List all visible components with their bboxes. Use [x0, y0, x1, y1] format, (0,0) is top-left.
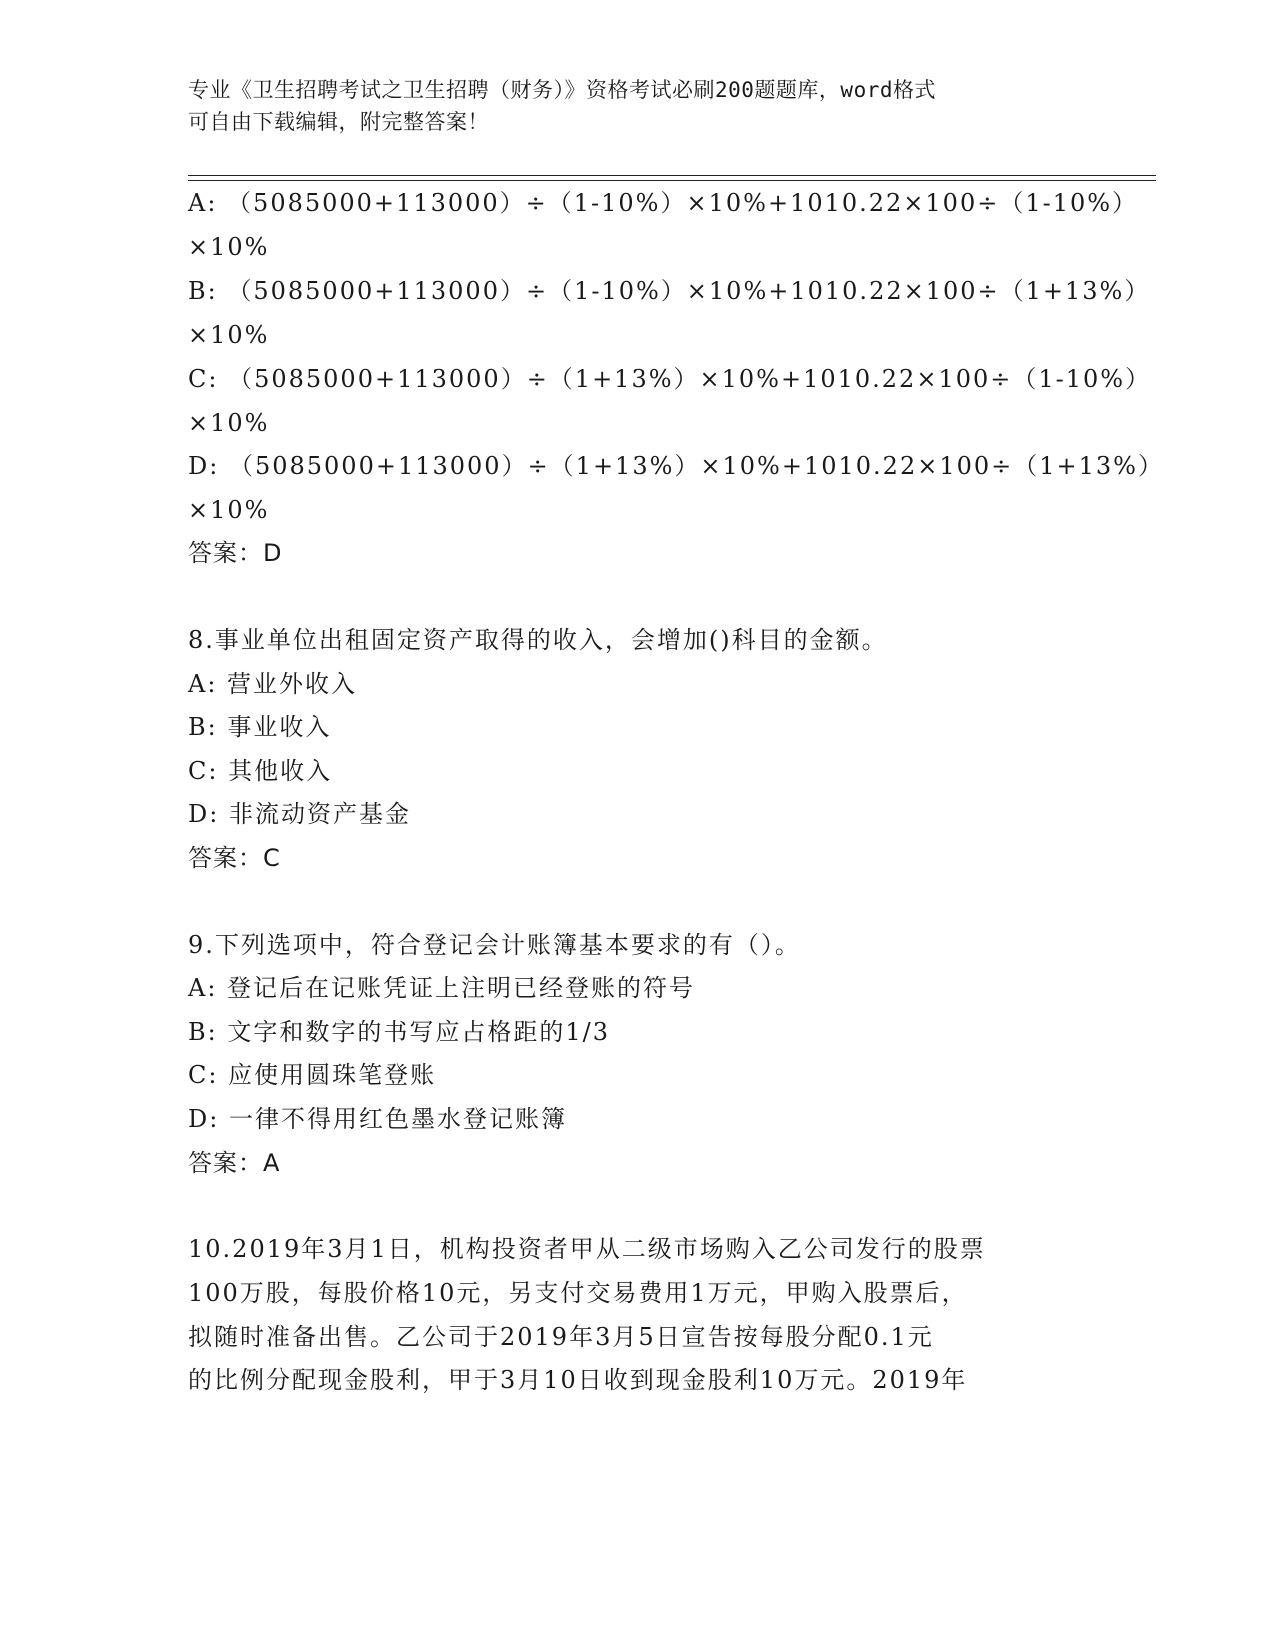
prev-option-a-line2: ×10%: [188, 233, 270, 261]
prev-option-c-line1: C: （5085000+113000）÷（1+13%）×10%+1010.22×100÷（1-10%）: [188, 365, 1152, 393]
header-divider-top: [188, 175, 1156, 176]
q10-line-4: 的比例分配现金股利，甲于3月10日收到现金股利10万元。2019年: [188, 1366, 968, 1394]
q10-line-1: 10.2019年3月1日，机构投资者甲从二级市场购入乙公司发行的股票: [188, 1235, 986, 1263]
q9-stem: 9.下列选项中，符合登记会计账簿基本要求的有（）。: [188, 931, 801, 959]
q10-line-3: 拟随时准备出售。乙公司于2019年3月5日宣告按每股分配0.1元: [188, 1323, 934, 1351]
q8-stem: 8.事业单位出租固定资产取得的收入，会增加()科目的金额。: [188, 626, 888, 654]
prev-option-a-line1: A: （5085000+113000）÷（1-10%）×10%+1010.22×100÷（1-10%）: [188, 189, 1139, 217]
header-line-1: 专业《卫生招聘考试之卫生招聘（财务）》资格考试必刷200题题库，word格式: [188, 78, 936, 102]
q10-line-2: 100万股，每股价格10元，另支付交易费用1万元，甲购入股票后，: [188, 1279, 968, 1307]
prev-option-c-line2: ×10%: [188, 409, 270, 437]
q9-answer: 答案：A: [188, 1149, 281, 1177]
q9-option-d: D: 一律不得用红色墨水登记账簿: [188, 1105, 567, 1133]
q9-option-b: B: 文字和数字的书写应占格距的1/3: [188, 1018, 610, 1046]
q8-option-a: A: 营业外收入: [188, 670, 358, 698]
prev-answer: 答案：D: [188, 539, 283, 567]
prev-option-b-line2: ×10%: [188, 321, 270, 349]
q9-option-a: A: 登记后在记账凭证上注明已经登账的符号: [188, 974, 696, 1002]
q8-option-b: B: 事业收入: [188, 713, 332, 741]
prev-option-b-line1: B: （5085000+113000）÷（1-10%）×10%+1010.22×100÷（1+13%）: [188, 277, 1151, 305]
header-divider-bottom: [188, 180, 1156, 181]
q8-option-c: C: 其他收入: [188, 757, 333, 785]
q8-option-d: D: 非流动资产基金: [188, 800, 411, 828]
q8-answer: 答案：C: [188, 844, 281, 872]
document-header: [188, 74, 1068, 138]
prev-option-d-line2: ×10%: [188, 496, 270, 524]
q9-option-c: C: 应使用圆珠笔登账: [188, 1061, 437, 1089]
header-line-2: 可自由下载编辑，附完整答案！: [188, 110, 489, 134]
prev-option-d-line1: D: （5085000+113000）÷（1+13%）×10%+1010.22×100÷（1+13%）: [188, 452, 1164, 480]
